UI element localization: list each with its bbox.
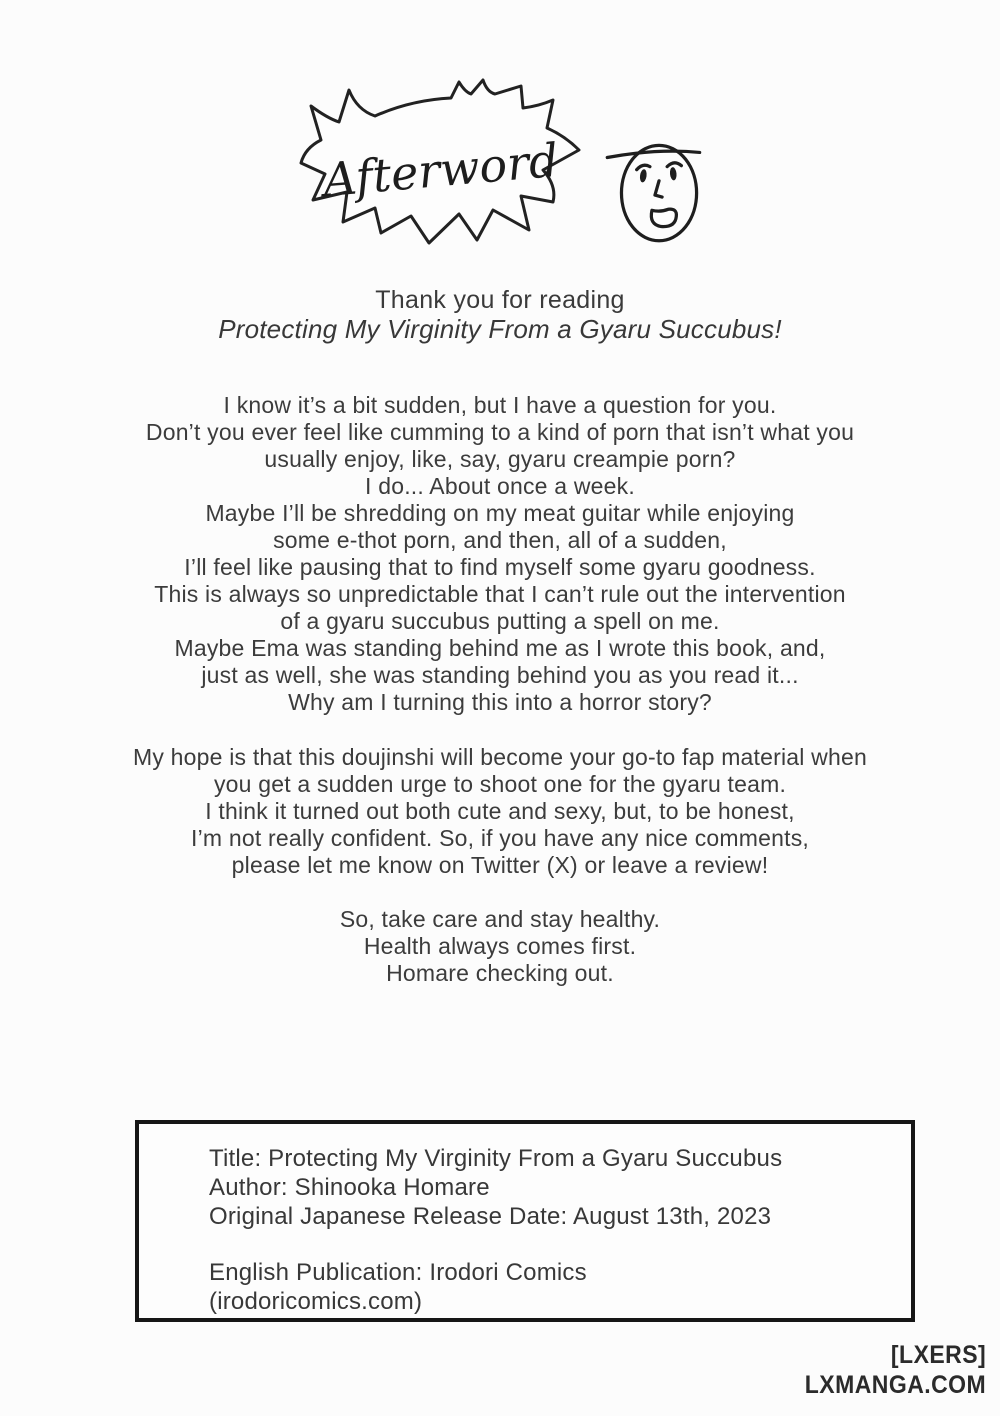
watermark xyxy=(805,1340,986,1400)
book-title: Protecting My Virginity From a Gyaru Succubus! xyxy=(218,314,782,344)
credits-box xyxy=(135,1120,915,1322)
afterword-bubble-label: Afterword xyxy=(321,132,561,208)
text-line: please let me know on Twitter (X) or leave a review! xyxy=(231,852,769,878)
afterword-paragraph-2 xyxy=(0,744,1000,879)
afterword-bubble-icon xyxy=(291,78,591,263)
afterword-paragraph-1 xyxy=(0,392,1000,716)
afterword-header xyxy=(0,78,1000,263)
credit-spacer xyxy=(209,1231,881,1258)
text-line: I’m not really confident. So, if you have any nice comments, xyxy=(191,825,809,851)
text-line: I’ll feel like pausing that to find myself some gyaru goodness. xyxy=(184,554,816,580)
text-line: of a gyaru succubus putting a spell on me. xyxy=(280,608,720,634)
credit-website: (irodoricomics.com) xyxy=(209,1288,423,1315)
text-line: usually enjoy, like, say, gyaru creampie porn? xyxy=(264,446,736,472)
text-line: Maybe Ema was standing behind me as I wrote this book, and, xyxy=(174,635,826,661)
text-line: Homare checking out. xyxy=(386,960,614,986)
text-line: I do... About once a week. xyxy=(365,473,635,499)
text-line: So, take care and stay healthy. xyxy=(339,906,661,932)
afterword-closing xyxy=(0,906,1000,987)
text-line: I know it’s a bit sudden, but I have a question for you. xyxy=(223,392,777,418)
text-line: you get a sudden urge to shoot one for the gyaru team. xyxy=(213,771,787,797)
text-line: My hope is that this doujinshi will become your go-to fap material when xyxy=(133,744,867,770)
credit-publication: English Publication: Irodori Comics xyxy=(209,1259,587,1286)
text-line: Health always comes first. xyxy=(363,933,637,959)
watermark-group: [LXERS] xyxy=(890,1341,986,1369)
credit-author: Author: Shinooka Homare xyxy=(209,1174,490,1201)
thanks-line: Thank you for reading xyxy=(375,286,625,314)
text-line: This is always so unpredictable that I can’t rule out the intervention xyxy=(154,581,846,607)
text-line: just as well, she was standing behind you as you read it... xyxy=(201,662,799,688)
text-line: I think it turned out both cute and sexy, but, to be honest, xyxy=(205,798,795,824)
credit-release-date: Original Japanese Release Date: August 13th, 2023 xyxy=(209,1203,772,1230)
watermark-site: LXMANGA.COM xyxy=(804,1371,986,1399)
text-line: Don’t you ever feel like cumming to a kind of porn that isn’t what you xyxy=(145,419,855,445)
doodle-face-icon xyxy=(605,124,709,256)
text-line: Maybe I’ll be shredding on my meat guitar while enjoying xyxy=(205,500,795,526)
text-line: some e-thot porn, and then, all of a sudden, xyxy=(273,527,727,553)
text-line: Why am I turning this into a horror story? xyxy=(288,689,712,715)
credit-title: Title: Protecting My Virginity From a Gyaru Succubus xyxy=(209,1145,783,1172)
